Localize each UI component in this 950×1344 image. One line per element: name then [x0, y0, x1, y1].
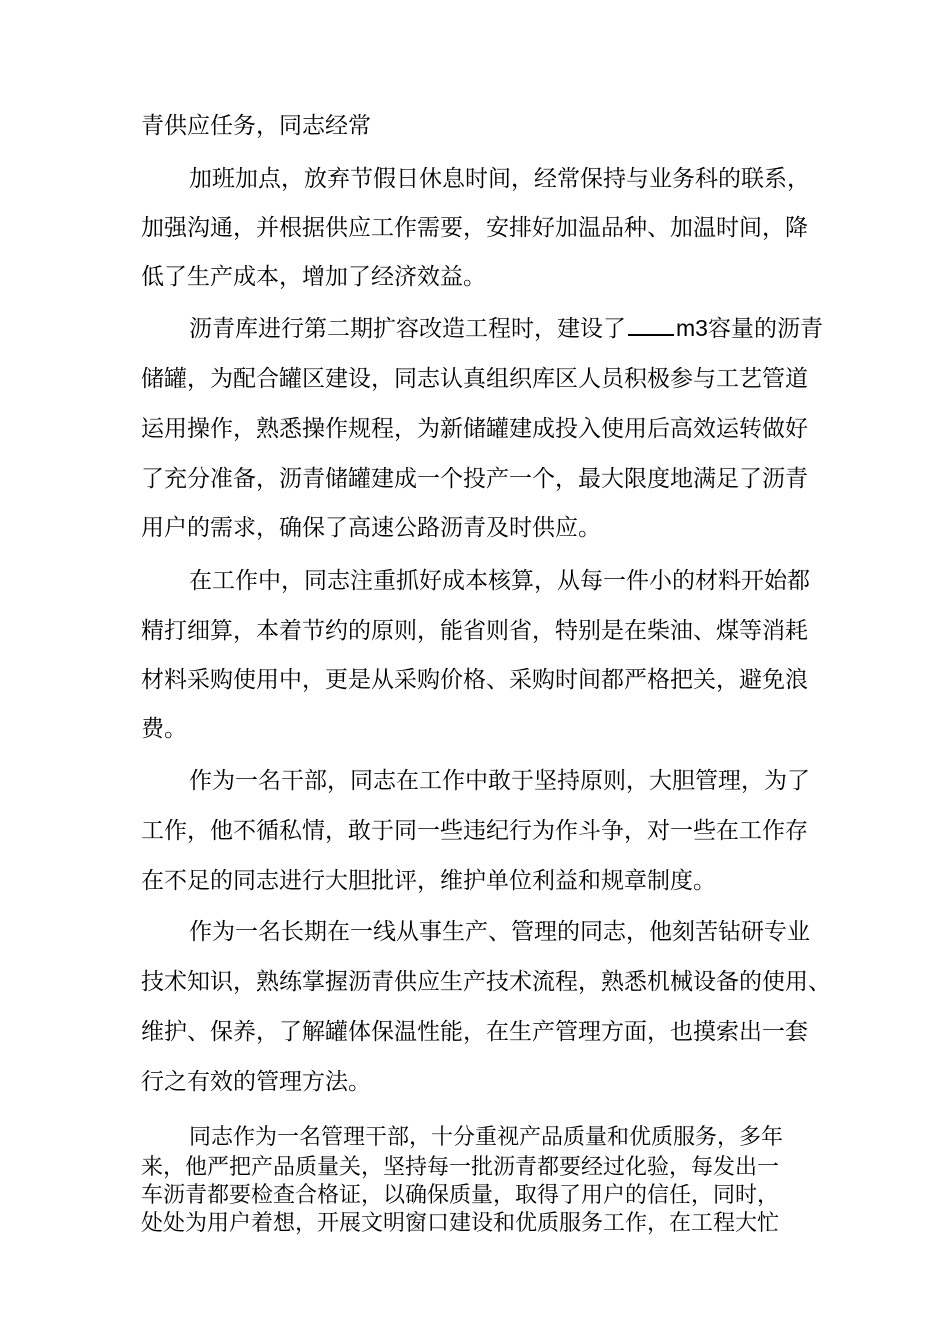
paragraph-first-line: 加班加点，放弃节假日休息时间，经常保持与业务科的联系， — [189, 166, 810, 192]
text-line: 处处为用户着想，开展文明窗口建设和优质服务工作，在工程大忙 — [141, 1211, 780, 1236]
text-line: 加强沟通，并根据供应工作需要，安排好加温品种、加温时间，降 — [141, 215, 808, 241]
paragraph-first-line — [189, 313, 823, 344]
text-line: 费。 — [141, 716, 187, 742]
text-line: 工作，他不循私情，敢于同一些违纪行为作斗争，对一些在工作存 — [141, 818, 808, 844]
paragraph-first-line: 在工作中，同志注重抓好成本核算，从每一件小的材料开始都 — [189, 568, 810, 594]
paragraph-first-line: 同志作为一名管理干部，十分重视产品质量和优质服务，多年 — [189, 1125, 784, 1150]
text-segment: 沥青库进行第二期扩容改造工程时，建设了 — [189, 316, 626, 342]
text-line: 来，他严把产品质量关，坚持每一批沥青都要经过化验，每发出一 — [141, 1155, 780, 1180]
text-line: 青供应任务，同志经常 — [141, 113, 371, 139]
text-line: 低了生产成本，增加了经济效益。 — [141, 264, 486, 290]
text-line: 材料采购使用中，更是从采购价格、采购时间都严格把关，避免浪 — [141, 667, 808, 693]
text-line: 车沥青都要检查合格证，以确保质量，取得了用户的信任，同时， — [141, 1183, 780, 1208]
text-line: 用户的需求，确保了高速公路沥青及时供应。 — [141, 515, 601, 541]
paragraph-first-line: 作为一名干部，同志在工作中敢于坚持原则，大胆管理，为了 — [189, 768, 810, 794]
text-line: 运用操作，熟悉操作规程，为新储罐建成投入使用后高效运转做好 — [141, 416, 808, 442]
paragraph-first-line: 作为一名长期在一线从事生产、管理的同志，他刻苦钻研专业 — [189, 919, 810, 945]
text-line: 技术知识，熟练掌握沥青供应生产技术流程，熟悉机械设备的使用、 — [141, 969, 831, 995]
text-line: 储罐，为配合罐区建设，同志认真组织库区人员积极参与工艺管道 — [141, 366, 808, 392]
text-line: 了充分准备，沥青储罐建成一个投产一个，最大限度地满足了沥青 — [141, 466, 808, 492]
text-line: 在不足的同志进行大胆批评，维护单位利益和规章制度。 — [141, 868, 716, 894]
text-line: 精打细算，本着节约的原则，能省则省，特别是在柴油、煤等消耗 — [141, 618, 808, 644]
text-line: 维护、保养，了解罐体保温性能，在生产管理方面，也摸索出一套 — [141, 1019, 808, 1045]
unit-text: m3 — [676, 315, 708, 341]
fill-in-blank — [628, 314, 674, 336]
text-line: 行之有效的管理方法。 — [141, 1069, 371, 1095]
text-segment: 容量的沥青 — [707, 316, 823, 342]
